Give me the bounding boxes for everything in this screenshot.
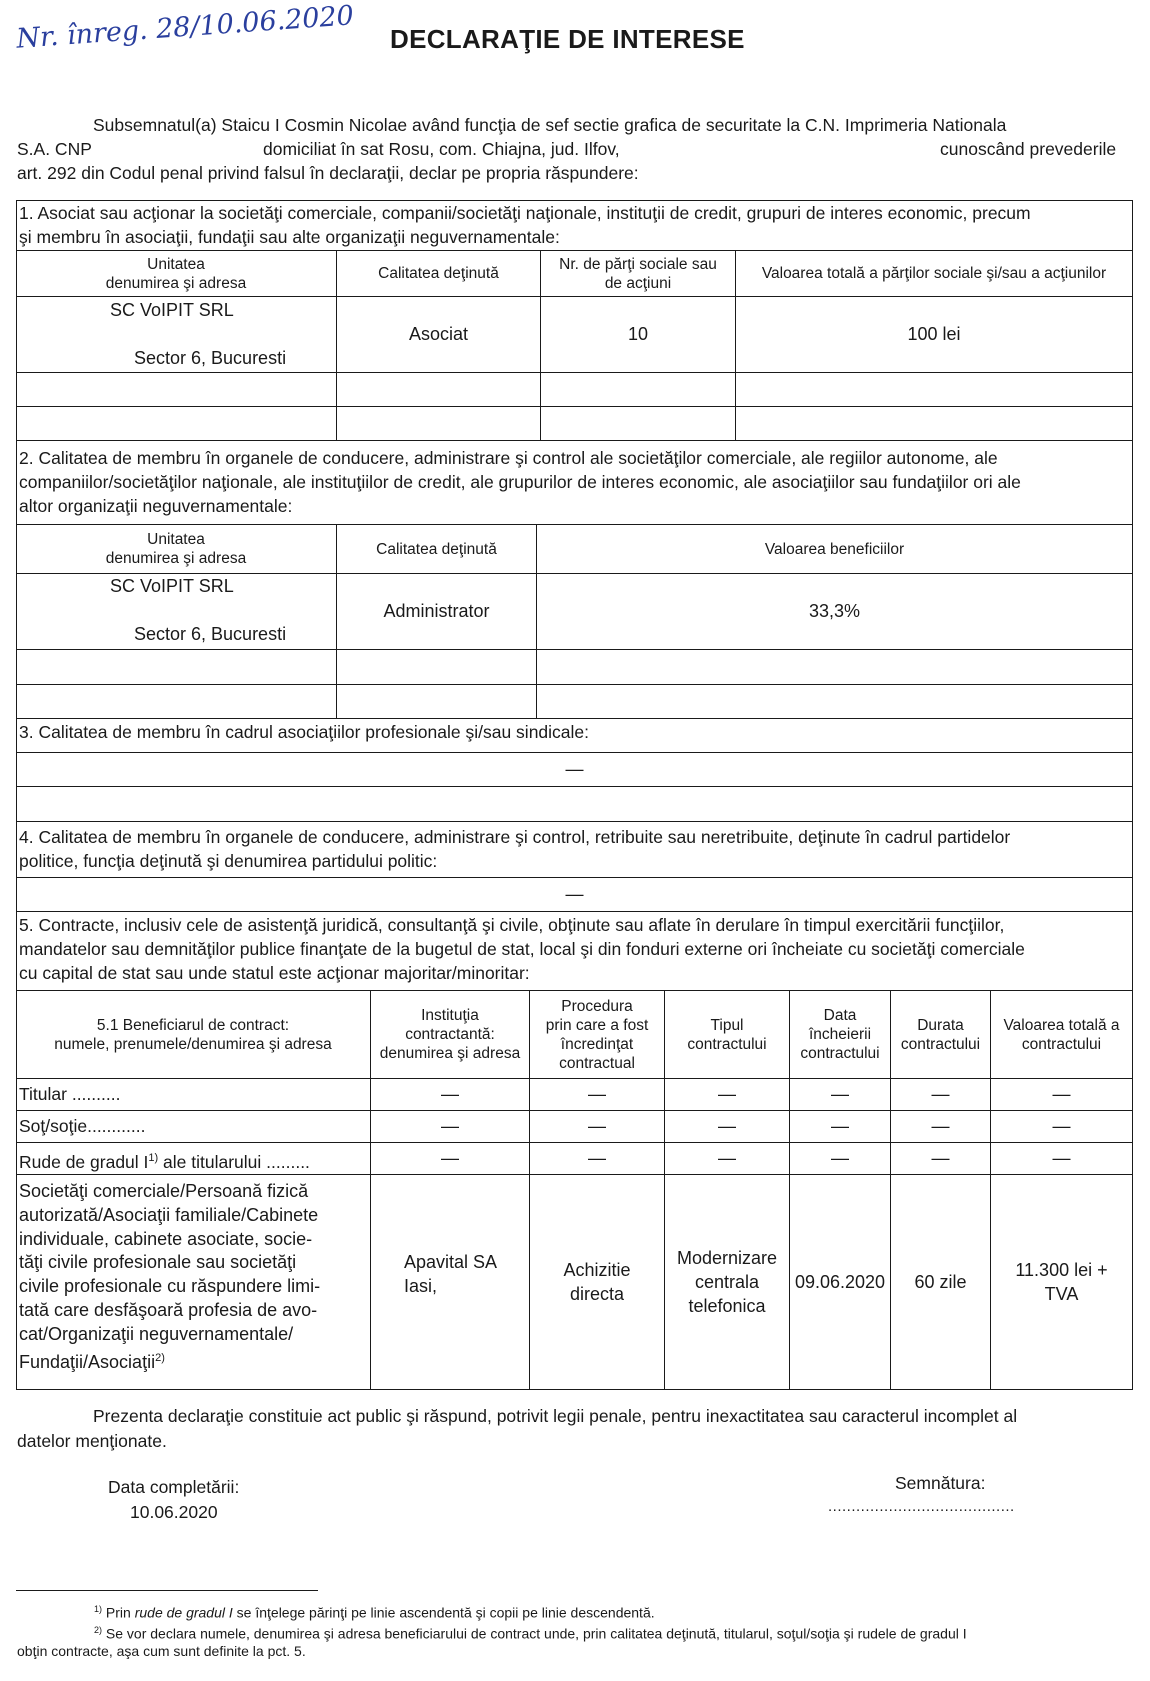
s5-col-procedure-4: contractual: [559, 1054, 635, 1072]
s5-companies-line-4: tăţi civile profesionale sau societăţi: [19, 1252, 297, 1273]
s5-relatives-dash-4: —: [831, 1148, 849, 1168]
s2-col-unit-2: denumirea şi adresa: [105, 550, 247, 567]
s1-unit-address: Sector 6, Bucuresti: [134, 348, 287, 368]
s1-value: 100 lei: [907, 324, 961, 344]
footnote-1: [94, 1600, 655, 1622]
footnote-1-italic: rude de gradul I: [134, 1604, 233, 1621]
s3-value: —: [565, 759, 584, 779]
section-2-heading-1: 2. Calitatea de membru în organele de conducere, administrare şi control ale societăţilor comerciale, ale regiilor autonome, ale: [19, 448, 998, 468]
s5-spouse-dash-3: —: [718, 1116, 736, 1136]
section-4-heading-2: politice, funcţia deţinută şi denumirea partidului politic:: [19, 851, 438, 871]
intro-line-1: Subsemnatul(a) Staicu I Cosmin Nicolae având funcţia de sef sectie grafica de securitate la C.N. Imprimeria Nationala: [93, 115, 1007, 135]
section-1-heading-2: şi membru în asociaţii, fundaţii sau alte organizaţii neguvernamentale:: [19, 227, 560, 247]
s2-unit-address: Sector 6, Bucuresti: [134, 624, 287, 644]
completion-date-label: Data completării:: [108, 1477, 240, 1497]
s5-titular-dash-4: —: [831, 1084, 849, 1104]
s1-unit-name: SC VoIPIT SRL: [110, 300, 234, 320]
s5-col-beneficiary-2: numele, prenumele/denumirea şi adresa: [54, 1035, 332, 1053]
s1-col-value: Valoarea totală a părţilor sociale şi/sau a acţiunilor: [761, 265, 1107, 282]
s5-date: 09.06.2020: [794, 1271, 886, 1292]
section-3-heading: 3. Calitatea de membru în cadrul asociaţiilor profesionale şi/sau sindicale:: [19, 722, 590, 742]
s5-col-duration-1: Durata: [917, 1016, 964, 1034]
footnote-2-line-1: Se vor declara numele, denumirea şi adresa beneficiarului de contract unde, prin calitatea deţinută, titularul, soţul/soţia şi rudele de gradul I: [105, 1625, 967, 1642]
s5-companies-line-2: autorizată/Asociaţii familiale/Cabinete: [19, 1204, 319, 1225]
s2-value: 33,3%: [808, 601, 861, 621]
s5-relatives-dash-1: —: [441, 1148, 459, 1168]
s5-titular-dash-3: —: [718, 1084, 736, 1104]
s5-titular-dash-2: —: [588, 1084, 606, 1104]
s5-relatives-dash-6: —: [1052, 1148, 1071, 1168]
s1-col-unit-2: denumirea şi adresa: [105, 274, 247, 292]
s5-relatives-dash-2: —: [588, 1148, 606, 1168]
footnote-2: [94, 1621, 967, 1643]
intro-line-2c: cunoscând prevederile: [940, 139, 1117, 159]
s5-value-2: TVA: [1044, 1284, 1079, 1304]
section-1-heading-1: 1. Asociat sau acţionar la societăţi comerciale, companii/societăţi naţionale, instituţii de credit, grupuri de interes economic, precum: [19, 203, 1031, 223]
s5-companies-line-1: Societăţi comerciale/Persoană fizică: [19, 1181, 309, 1201]
s5-relatives-dash-3: —: [718, 1148, 736, 1168]
s5-col-value-2: contractului: [1021, 1035, 1102, 1053]
s5-titular-dash-1: —: [441, 1084, 459, 1104]
s5-relatives-sup: 1): [148, 1152, 159, 1164]
s5-col-procedure-2: prin care a fost: [545, 1016, 649, 1034]
s1-shares: 10: [627, 324, 649, 344]
intro-line-2a: S.A. CNP: [17, 139, 92, 159]
s2-col-value: Valoarea beneficiilor: [764, 540, 905, 558]
s2-col-unit-1: Unitatea: [147, 531, 205, 548]
s5-companies-line-7: cat/Organizaţii neguvernamentale/: [19, 1323, 294, 1344]
s5-institution-2: Iasi,: [404, 1276, 438, 1296]
signature-line: ........................................: [828, 1498, 1015, 1515]
s5-type-3: telefonica: [688, 1296, 766, 1316]
s5-value-1: 11.300 lei +: [1015, 1260, 1108, 1280]
s4-value: —: [565, 884, 584, 904]
s5-col-date-3: contractului: [800, 1045, 880, 1062]
s5-col-type-2: contractului: [687, 1035, 767, 1053]
s5-col-beneficiary-1: 5.1 Beneficiarul de contract:: [96, 1016, 290, 1034]
s5-row-relatives-label: [19, 1147, 310, 1174]
s5-procedure-2: directa: [569, 1284, 625, 1304]
s5-procedure-1: Achizitie: [563, 1260, 631, 1280]
footnote-1-sup: 1): [94, 1604, 103, 1614]
closing-line-1: Prezenta declaraţie constituie act public şi răspund, potrivit legii penale, pentru inexactitatea sau caracterul incomplet al: [93, 1406, 1018, 1426]
s1-col-shares-2: de acţiuni: [604, 274, 672, 292]
s5-spouse-dash-4: —: [831, 1116, 849, 1136]
s2-quality: Administrator: [383, 601, 490, 621]
registration-number: Nr. înreg. 28/10.06.2020: [15, 0, 355, 55]
signature-label: Semnătura:: [895, 1473, 986, 1493]
s5-col-type-1: Tipul: [710, 1016, 744, 1034]
s5-type-2: centrala: [694, 1272, 760, 1292]
s5-type-1: Modernizare: [676, 1248, 778, 1268]
s5-institution-1: Apavital SA: [404, 1252, 498, 1272]
s5-companies-line-6: tată care desfăşoară profesia de avo-: [19, 1299, 318, 1320]
s5-col-institution-2: contractantă:: [405, 1026, 495, 1043]
s5-spouse-dash-1: —: [441, 1116, 459, 1136]
s5-row-spouse-label: Soţ/soţie............: [19, 1116, 146, 1136]
s5-col-procedure-1: Procedura: [561, 997, 633, 1015]
s5-col-institution-1: Instituţia: [421, 1007, 479, 1024]
completion-date: 10.06.2020: [130, 1502, 218, 1522]
s1-col-shares-1: Nr. de părţi sociale sau: [559, 255, 717, 273]
s5-col-procedure-3: încredinţat: [560, 1035, 634, 1053]
s5-titular-dash-5: —: [931, 1084, 950, 1104]
s1-col-quality: Calitatea deţinută: [378, 265, 499, 282]
footnote-separator: [16, 1590, 318, 1591]
s1-col-unit-1: Unitatea: [147, 255, 205, 273]
section-5-heading-3: cu capital de stat sau unde statul este acţionar majoritar/minoritar:: [19, 963, 530, 983]
footnote-1-a: Prin: [105, 1604, 135, 1621]
s5-col-institution-3: denumirea şi adresa: [379, 1045, 521, 1062]
footnote-2-line-2: obţin contracte, aşa cum sunt definite la pct. 5.: [17, 1643, 306, 1659]
s5-col-duration-2: contractului: [900, 1035, 981, 1053]
s5-companies-line-8: Fundaţii/Asociaţii: [19, 1351, 156, 1372]
s5-relatives-label-a: Rude de gradul I: [19, 1151, 149, 1172]
s5-col-date-2: încheierii: [808, 1026, 872, 1043]
s5-spouse-dash-6: —: [1052, 1116, 1071, 1136]
intro-line-2b: domiciliat în sat Rosu, com. Chiajna, jud. Ilfov,: [263, 139, 620, 159]
section-5-heading-1: 5. Contracte, inclusiv cele de asistenţă juridică, consultanţă şi civile, obţinute sau aflate în derulare în timpul exercitării funcţiilor,: [19, 915, 1005, 935]
s5-duration: 60 zile: [914, 1271, 967, 1292]
s5-row-titular-label: Titular ..........: [19, 1084, 121, 1104]
s5-companies-sup: 2): [155, 1351, 165, 1364]
s5-companies-line-5: civile profesionale cu răspundere limi-: [19, 1276, 321, 1297]
s5-relatives-dash-5: —: [931, 1148, 950, 1168]
s5-titular-dash-6: —: [1052, 1084, 1071, 1104]
s5-relatives-label-b: ale titularului .........: [158, 1151, 310, 1172]
s2-unit-name: SC VoIPIT SRL: [110, 576, 234, 596]
footnote-2-sup: 2): [94, 1625, 103, 1635]
section-2-heading-2: companiilor/societăţilor naţionale, ale instituţiilor de credit, ale grupurilor de interes economic, ale asociaţiilor sau fundaţiilor ori ale: [19, 472, 1021, 492]
footnote-1-b: se înţelege părinţi pe linie ascendentă şi copii pe linie descendentă.: [232, 1604, 655, 1621]
closing-line-2: datelor menţionate.: [17, 1431, 167, 1451]
s5-spouse-dash-2: —: [588, 1116, 606, 1136]
section-2-heading-3: altor organizaţii neguvernamentale:: [19, 496, 293, 516]
section-4-heading-1: 4. Calitatea de membru în organele de conducere, administrare şi control, retribuite sau neretribuite, deţinute în cadrul partidelor: [19, 827, 1011, 847]
section-5-heading-2: mandatelor sau demnităţilor publice finanţate de la bugetul de stat, local şi din fonduri externe ori încheiate cu societăţi comerciale: [19, 939, 1025, 959]
intro-line-3: art. 292 din Codul penal privind falsul în declaraţii, declar pe propria răspundere:: [17, 163, 639, 183]
s5-col-value-1: Valoarea totală a: [1003, 1016, 1120, 1034]
page-title: DECLARAŢIE DE INTERESE: [390, 24, 745, 54]
s5-col-date-1: Data: [823, 1007, 857, 1024]
s1-quality: Asociat: [408, 324, 469, 344]
s5-spouse-dash-5: —: [931, 1116, 950, 1136]
s2-col-quality: Calitatea deţinută: [376, 540, 497, 558]
s5-companies-line-3: individuale, cabinete asociate, socie-: [19, 1228, 313, 1249]
